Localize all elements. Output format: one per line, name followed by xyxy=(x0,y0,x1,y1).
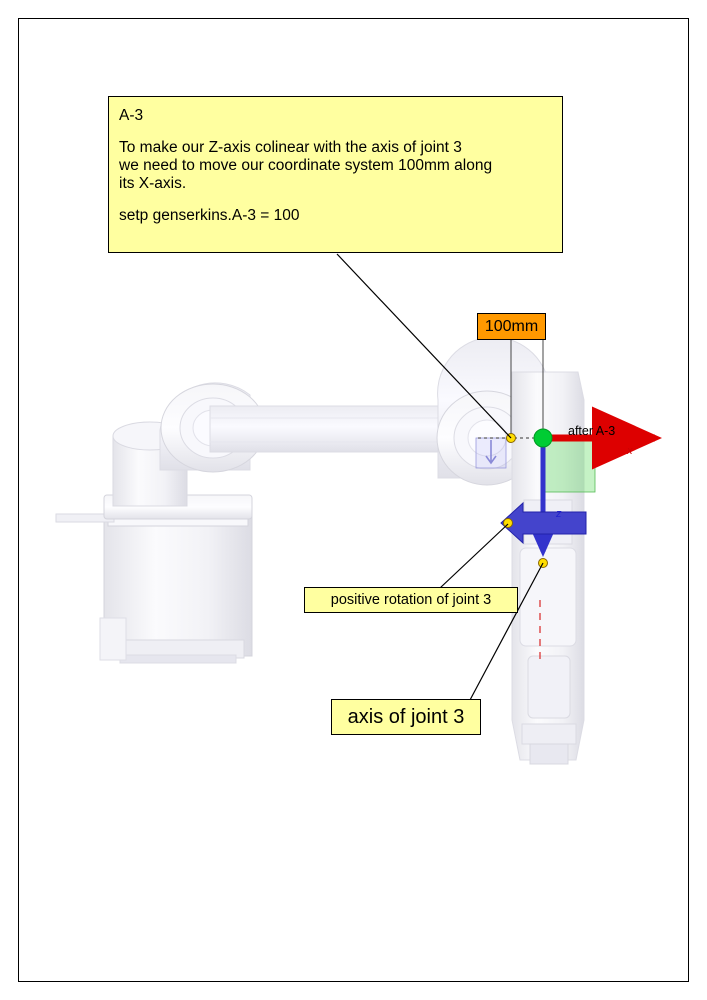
robot-upper-arm xyxy=(210,406,468,452)
note-a3 xyxy=(108,96,563,253)
note-a3-spacer-2 xyxy=(119,193,552,207)
note-a3-spacer-1 xyxy=(119,125,552,139)
label-positive-rotation-of-joint-3: positive rotation of joint 3 xyxy=(304,587,518,613)
dimension-label-100mm: 100mm xyxy=(477,313,546,340)
note-a3-body-line-3: its X-axis. xyxy=(119,175,187,192)
note-a3-heading: A-3 xyxy=(119,107,144,124)
note-a3-body-line-1: To make our Z-axis colinear with the axis of joint 3 xyxy=(119,139,462,156)
label-z-axis: z xyxy=(556,508,562,520)
note-a3-command: setp genserkins.A-3 = 100 xyxy=(119,207,300,224)
label-x-axis: x xyxy=(627,445,633,457)
label-after-a3: after A-3 xyxy=(568,424,616,438)
note-a3-body-line-2: we need to move our coordinate system 100mm along xyxy=(119,157,493,174)
label-axis-of-joint-3: axis of joint 3 xyxy=(331,699,481,735)
